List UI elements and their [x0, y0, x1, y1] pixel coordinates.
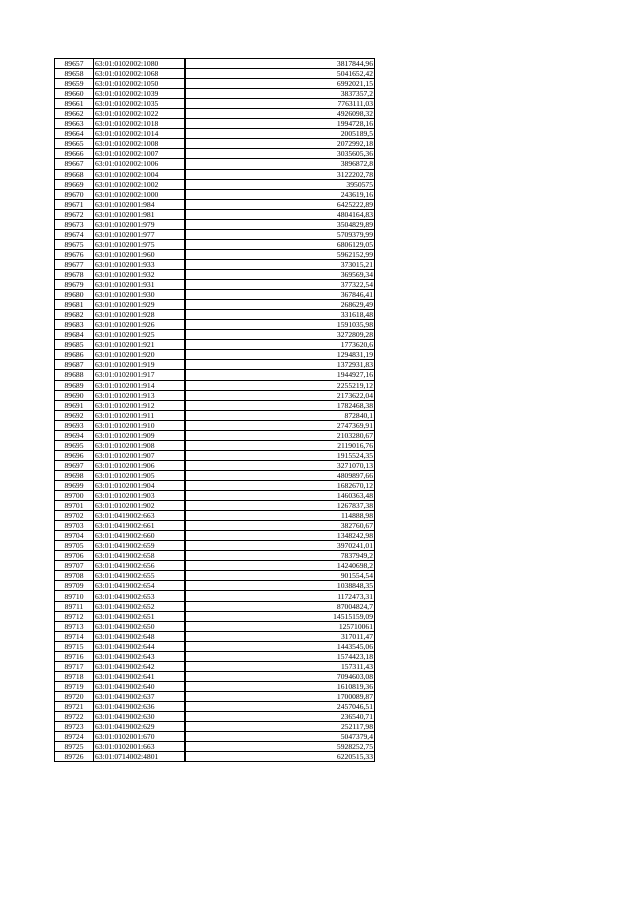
cadastral-number-cell: 63:01:0102002:1035 — [94, 99, 186, 109]
cadastral-number-cell: 63:01:0419002:660 — [94, 531, 186, 541]
cadastral-value-cell: 4809897,66 — [185, 470, 375, 480]
row-number-cell: 89669 — [55, 179, 94, 189]
cadastral-number-cell: 63:01:0419002:644 — [94, 641, 186, 651]
row-number-cell: 89714 — [55, 631, 94, 641]
cadastral-value-cell: 3817844,96 — [185, 59, 375, 69]
cadastral-value-cell: 87004824,7 — [185, 601, 375, 611]
cadastral-number-cell: 63:01:0102001:929 — [94, 300, 186, 310]
cadastral-value-cell: 268629,49 — [185, 300, 375, 310]
row-number-cell: 89682 — [55, 310, 94, 320]
row-number-cell: 89678 — [55, 269, 94, 279]
table-row — [55, 149, 375, 159]
row-number-cell: 89672 — [55, 209, 94, 219]
row-number-cell: 89664 — [55, 129, 94, 139]
row-number-cell: 89711 — [55, 601, 94, 611]
table-row — [55, 189, 375, 199]
cadastral-number-cell: 63:01:0102001:905 — [94, 470, 186, 480]
row-number-cell: 89661 — [55, 99, 94, 109]
table-row — [55, 99, 375, 109]
cadastral-number-cell: 63:01:0102002:1014 — [94, 129, 186, 139]
cadastral-number-cell: 63:01:0102001:932 — [94, 269, 186, 279]
row-number-cell: 89681 — [55, 300, 94, 310]
cadastral-value-cell: 901554,54 — [185, 571, 375, 581]
row-number-cell: 89712 — [55, 611, 94, 621]
cadastral-value-cell: 6806129,05 — [185, 239, 375, 249]
cadastral-number-cell: 63:01:0102001:907 — [94, 450, 186, 460]
cadastral-value-cell: 5709379,99 — [185, 229, 375, 239]
cadastral-number-cell: 63:01:0102001:663 — [94, 742, 186, 752]
cadastral-value-cell: 1591035,98 — [185, 320, 375, 330]
cadastral-number-cell: 63:01:0102001:902 — [94, 501, 186, 511]
cadastral-value-cell: 369569,34 — [185, 269, 375, 279]
table-row — [55, 229, 375, 239]
cadastral-number-cell: 63:01:0419002:640 — [94, 681, 186, 691]
table-row — [55, 691, 375, 701]
row-number-cell: 89693 — [55, 420, 94, 430]
row-number-cell: 89723 — [55, 722, 94, 732]
cadastral-number-cell: 63:01:0102002:1004 — [94, 169, 186, 179]
row-number-cell: 89690 — [55, 390, 94, 400]
cadastral-value-cell: 3896872,8 — [185, 159, 375, 169]
row-number-cell: 89715 — [55, 641, 94, 651]
table-row — [55, 671, 375, 681]
cadastral-number-cell: 63:01:0102001:908 — [94, 440, 186, 450]
cadastral-number-cell: 63:01:0419002:661 — [94, 521, 186, 531]
cadastral-value-cell: 2005189,5 — [185, 129, 375, 139]
table-row — [55, 340, 375, 350]
cadastral-value-cell: 377322,54 — [185, 280, 375, 290]
row-number-cell: 89699 — [55, 480, 94, 490]
cadastral-number-cell: 63:01:0102001:925 — [94, 330, 186, 340]
cadastral-value-cell: 2119016,76 — [185, 440, 375, 450]
row-number-cell: 89696 — [55, 450, 94, 460]
row-number-cell: 89683 — [55, 320, 94, 330]
cadastral-value-cell: 5962152,99 — [185, 249, 375, 259]
cadastral-number-cell: 63:01:0419002:651 — [94, 611, 186, 621]
row-number-cell: 89692 — [55, 410, 94, 420]
row-number-cell: 89713 — [55, 621, 94, 631]
cadastral-number-cell: 63:01:0102002:1006 — [94, 159, 186, 169]
table-row — [55, 310, 375, 320]
cadastral-number-cell: 63:01:0419002:652 — [94, 601, 186, 611]
cadastral-number-cell: 63:01:0102001:960 — [94, 249, 186, 259]
table-row — [55, 712, 375, 722]
row-number-cell: 89667 — [55, 159, 94, 169]
cadastral-value-cell: 3272809,28 — [185, 330, 375, 340]
cadastral-number-cell: 63:01:0102001:906 — [94, 460, 186, 470]
table-row — [55, 400, 375, 410]
cadastral-value-cell: 125710061 — [185, 621, 375, 631]
cadastral-value-cell: 1348242,98 — [185, 531, 375, 541]
row-number-cell: 89722 — [55, 712, 94, 722]
cadastral-value-cell: 1700089,87 — [185, 691, 375, 701]
table-row — [55, 501, 375, 511]
row-number-cell: 89704 — [55, 531, 94, 541]
cadastral-value-cell: 3837357,2 — [185, 89, 375, 99]
table-row — [55, 470, 375, 480]
cadastral-value-cell: 157311,43 — [185, 661, 375, 671]
cadastral-number-cell: 63:01:0419002:658 — [94, 551, 186, 561]
row-number-cell: 89680 — [55, 290, 94, 300]
cadastral-value-cell: 1782468,38 — [185, 400, 375, 410]
row-number-cell: 89668 — [55, 169, 94, 179]
table-row — [55, 380, 375, 390]
table-row — [55, 581, 375, 591]
cadastral-number-cell: 63:01:0102001:920 — [94, 350, 186, 360]
table-row — [55, 269, 375, 279]
cadastral-number-cell: 63:01:0102002:1022 — [94, 109, 186, 119]
cadastral-value-cell: 3950575 — [185, 179, 375, 189]
cadastral-value-cell: 4926098,32 — [185, 109, 375, 119]
table-row — [55, 159, 375, 169]
cadastral-number-cell: 63:01:0102001:909 — [94, 430, 186, 440]
cadastral-value-cell: 1294831,19 — [185, 350, 375, 360]
table-row — [55, 541, 375, 551]
table-row — [55, 531, 375, 541]
cadastral-value-table — [54, 58, 375, 762]
cadastral-value-cell: 872840,1 — [185, 410, 375, 420]
cadastral-value-cell: 2072992,18 — [185, 139, 375, 149]
row-number-cell: 89685 — [55, 340, 94, 350]
cadastral-value-cell: 317011,47 — [185, 631, 375, 641]
row-number-cell: 89677 — [55, 259, 94, 269]
table-body — [55, 59, 375, 762]
cadastral-value-cell: 3035605,36 — [185, 149, 375, 159]
cadastral-value-cell: 1773620,6 — [185, 340, 375, 350]
row-number-cell: 89724 — [55, 732, 94, 742]
cadastral-value-cell: 2255219,12 — [185, 380, 375, 390]
cadastral-number-cell: 63:01:0102001:975 — [94, 239, 186, 249]
row-number-cell: 89706 — [55, 551, 94, 561]
cadastral-value-cell: 1172473,31 — [185, 591, 375, 601]
table-row — [55, 390, 375, 400]
table-row — [55, 360, 375, 370]
cadastral-number-cell: 63:01:0102001:921 — [94, 340, 186, 350]
table-row — [55, 350, 375, 360]
cadastral-number-cell: 63:01:0102001:917 — [94, 370, 186, 380]
table-row — [55, 480, 375, 490]
row-number-cell: 89702 — [55, 511, 94, 521]
table-row — [55, 410, 375, 420]
cadastral-number-cell: 63:01:0714002:4801 — [94, 752, 186, 762]
cadastral-value-cell: 7094603,08 — [185, 671, 375, 681]
table-row — [55, 591, 375, 601]
cadastral-number-cell: 63:01:0102002:1050 — [94, 79, 186, 89]
cadastral-number-cell: 63:01:0102001:919 — [94, 360, 186, 370]
cadastral-value-cell: 5928252,75 — [185, 742, 375, 752]
table-row — [55, 249, 375, 259]
table-row — [55, 742, 375, 752]
row-number-cell: 89659 — [55, 79, 94, 89]
cadastral-number-cell: 63:01:0419002:648 — [94, 631, 186, 641]
cadastral-value-cell: 6992021,15 — [185, 79, 375, 89]
row-number-cell: 89687 — [55, 360, 94, 370]
cadastral-number-cell: 63:01:0419002:654 — [94, 581, 186, 591]
table-row — [55, 440, 375, 450]
cadastral-number-cell: 63:01:0102001:979 — [94, 219, 186, 229]
table-row — [55, 280, 375, 290]
table-row — [55, 601, 375, 611]
cadastral-number-cell: 63:01:0102002:1002 — [94, 179, 186, 189]
cadastral-number-cell: 63:01:0102001:914 — [94, 380, 186, 390]
cadastral-value-cell: 4804164,83 — [185, 209, 375, 219]
row-number-cell: 89709 — [55, 581, 94, 591]
table-row — [55, 209, 375, 219]
cadastral-number-cell: 63:01:0102001:913 — [94, 390, 186, 400]
row-number-cell: 89673 — [55, 219, 94, 229]
cadastral-number-cell: 63:01:0102001:910 — [94, 420, 186, 430]
cadastral-value-cell: 1610819,36 — [185, 681, 375, 691]
table-row — [55, 139, 375, 149]
row-number-cell: 89720 — [55, 691, 94, 701]
cadastral-number-cell: 63:01:0419002:653 — [94, 591, 186, 601]
cadastral-value-cell: 7837949,2 — [185, 551, 375, 561]
row-number-cell: 89686 — [55, 350, 94, 360]
table-row — [55, 330, 375, 340]
row-number-cell: 89684 — [55, 330, 94, 340]
table-row — [55, 551, 375, 561]
table-row — [55, 169, 375, 179]
table-row — [55, 300, 375, 310]
table-row — [55, 491, 375, 501]
cadastral-number-cell: 63:01:0419002:637 — [94, 691, 186, 701]
cadastral-value-cell: 1443545,06 — [185, 641, 375, 651]
table-row — [55, 511, 375, 521]
cadastral-number-cell: 63:01:0419002:655 — [94, 571, 186, 581]
table-row — [55, 521, 375, 531]
table-row — [55, 651, 375, 661]
cadastral-value-cell: 367846,41 — [185, 290, 375, 300]
row-number-cell: 89666 — [55, 149, 94, 159]
row-number-cell: 89717 — [55, 661, 94, 671]
cadastral-value-cell: 1994728,16 — [185, 119, 375, 129]
cadastral-value-cell: 5047379,4 — [185, 732, 375, 742]
table-row — [55, 59, 375, 69]
table-row — [55, 661, 375, 671]
table-row — [55, 460, 375, 470]
cadastral-value-cell: 1915524,35 — [185, 450, 375, 460]
row-number-cell: 89694 — [55, 430, 94, 440]
row-number-cell: 89707 — [55, 561, 94, 571]
cadastral-number-cell: 63:01:0102001:926 — [94, 320, 186, 330]
cadastral-value-cell: 7763111,03 — [185, 99, 375, 109]
cadastral-value-cell: 14515159,09 — [185, 611, 375, 621]
row-number-cell: 89675 — [55, 239, 94, 249]
row-number-cell: 89716 — [55, 651, 94, 661]
cadastral-number-cell: 63:01:0102001:933 — [94, 259, 186, 269]
table-row — [55, 722, 375, 732]
cadastral-number-cell: 63:01:0419002:643 — [94, 651, 186, 661]
cadastral-value-cell: 3271070,13 — [185, 460, 375, 470]
cadastral-value-cell: 331618,48 — [185, 310, 375, 320]
row-number-cell: 89660 — [55, 89, 94, 99]
cadastral-number-cell: 63:01:0102001:984 — [94, 199, 186, 209]
table-row — [55, 259, 375, 269]
cadastral-value-cell: 243619,16 — [185, 189, 375, 199]
table-row — [55, 631, 375, 641]
table-row — [55, 69, 375, 79]
row-number-cell: 89674 — [55, 229, 94, 239]
row-number-cell: 89697 — [55, 460, 94, 470]
row-number-cell: 89700 — [55, 491, 94, 501]
cadastral-value-cell: 2173622,04 — [185, 390, 375, 400]
row-number-cell: 89670 — [55, 189, 94, 199]
cadastral-number-cell: 63:01:0102001:928 — [94, 310, 186, 320]
cadastral-value-cell: 1038848,35 — [185, 581, 375, 591]
row-number-cell: 89710 — [55, 591, 94, 601]
table-row — [55, 420, 375, 430]
cadastral-value-cell: 3122202,78 — [185, 169, 375, 179]
cadastral-number-cell: 63:01:0419002:659 — [94, 541, 186, 551]
cadastral-number-cell: 63:01:0102002:1007 — [94, 149, 186, 159]
table-row — [55, 219, 375, 229]
table-row — [55, 702, 375, 712]
cadastral-number-cell: 63:01:0102002:1000 — [94, 189, 186, 199]
cadastral-value-cell: 1574423,18 — [185, 651, 375, 661]
row-number-cell: 89718 — [55, 671, 94, 681]
row-number-cell: 89708 — [55, 571, 94, 581]
cadastral-value-cell: 1944927,16 — [185, 370, 375, 380]
table-row — [55, 179, 375, 189]
cadastral-number-cell: 63:01:0102002:1068 — [94, 69, 186, 79]
cadastral-value-cell: 2457046,51 — [185, 702, 375, 712]
cadastral-number-cell: 63:01:0419002:630 — [94, 712, 186, 722]
table-row — [55, 752, 375, 762]
cadastral-number-cell: 63:01:0102001:911 — [94, 410, 186, 420]
row-number-cell: 89725 — [55, 742, 94, 752]
row-number-cell: 89663 — [55, 119, 94, 129]
cadastral-number-cell: 63:01:0102001:977 — [94, 229, 186, 239]
row-number-cell: 89703 — [55, 521, 94, 531]
table-row — [55, 450, 375, 460]
row-number-cell: 89676 — [55, 249, 94, 259]
cadastral-number-cell: 63:01:0102002:1018 — [94, 119, 186, 129]
cadastral-number-cell: 63:01:0419002:642 — [94, 661, 186, 671]
row-number-cell: 89689 — [55, 380, 94, 390]
cadastral-value-cell: 382760,67 — [185, 521, 375, 531]
cadastral-number-cell: 63:01:0102001:930 — [94, 290, 186, 300]
cadastral-value-cell: 373015,21 — [185, 259, 375, 269]
cadastral-value-cell: 2747369,91 — [185, 420, 375, 430]
table-row — [55, 89, 375, 99]
table-row — [55, 239, 375, 249]
table-row — [55, 732, 375, 742]
table-row — [55, 621, 375, 631]
cadastral-value-cell: 3970241,01 — [185, 541, 375, 551]
cadastral-value-cell: 1682670,12 — [185, 480, 375, 490]
row-number-cell: 89679 — [55, 280, 94, 290]
cadastral-number-cell: 63:01:0102001:904 — [94, 480, 186, 490]
cadastral-value-cell: 2103280,67 — [185, 430, 375, 440]
cadastral-value-cell: 14240698,2 — [185, 561, 375, 571]
table-row — [55, 370, 375, 380]
cadastral-value-cell: 252117,98 — [185, 722, 375, 732]
table-row — [55, 129, 375, 139]
cadastral-value-cell: 114888,98 — [185, 511, 375, 521]
table-row — [55, 199, 375, 209]
cadastral-number-cell: 63:01:0102002:1008 — [94, 139, 186, 149]
cadastral-value-cell: 1372931,83 — [185, 360, 375, 370]
cadastral-value-cell: 5041652,42 — [185, 69, 375, 79]
table-row — [55, 641, 375, 651]
cadastral-value-cell: 3504829,89 — [185, 219, 375, 229]
table-row — [55, 561, 375, 571]
row-number-cell: 89719 — [55, 681, 94, 691]
cadastral-number-cell: 63:01:0102001:931 — [94, 280, 186, 290]
cadastral-value-cell: 1267837,38 — [185, 501, 375, 511]
cadastral-number-cell: 63:01:0102001:903 — [94, 491, 186, 501]
table-row — [55, 290, 375, 300]
cadastral-number-cell: 63:01:0419002:663 — [94, 511, 186, 521]
row-number-cell: 89688 — [55, 370, 94, 380]
row-number-cell: 89705 — [55, 541, 94, 551]
table-row — [55, 320, 375, 330]
table-row — [55, 79, 375, 89]
row-number-cell: 89658 — [55, 69, 94, 79]
row-number-cell: 89665 — [55, 139, 94, 149]
table-row — [55, 611, 375, 621]
cadastral-value-cell: 1460363,48 — [185, 491, 375, 501]
row-number-cell: 89691 — [55, 400, 94, 410]
cadastral-number-cell: 63:01:0419002:636 — [94, 702, 186, 712]
cadastral-value-cell: 6220515,33 — [185, 752, 375, 762]
row-number-cell: 89721 — [55, 702, 94, 712]
cadastral-number-cell: 63:01:0419002:656 — [94, 561, 186, 571]
table-row — [55, 119, 375, 129]
row-number-cell: 89695 — [55, 440, 94, 450]
table-row — [55, 681, 375, 691]
cadastral-value-cell: 236540,71 — [185, 712, 375, 722]
cadastral-number-cell: 63:01:0419002:650 — [94, 621, 186, 631]
table-row — [55, 109, 375, 119]
cadastral-number-cell: 63:01:0102001:912 — [94, 400, 186, 410]
row-number-cell: 89726 — [55, 752, 94, 762]
cadastral-number-cell: 63:01:0102002:1039 — [94, 89, 186, 99]
table-row — [55, 430, 375, 440]
cadastral-number-cell: 63:01:0102001:670 — [94, 732, 186, 742]
row-number-cell: 89698 — [55, 470, 94, 480]
cadastral-number-cell: 63:01:0419002:629 — [94, 722, 186, 732]
row-number-cell: 89662 — [55, 109, 94, 119]
cadastral-value-cell: 6425222,89 — [185, 199, 375, 209]
row-number-cell: 89657 — [55, 59, 94, 69]
cadastral-number-cell: 63:01:0102001:981 — [94, 209, 186, 219]
cadastral-number-cell: 63:01:0419002:641 — [94, 671, 186, 681]
row-number-cell: 89671 — [55, 199, 94, 209]
cadastral-number-cell: 63:01:0102002:1080 — [94, 59, 186, 69]
row-number-cell: 89701 — [55, 501, 94, 511]
table-row — [55, 571, 375, 581]
